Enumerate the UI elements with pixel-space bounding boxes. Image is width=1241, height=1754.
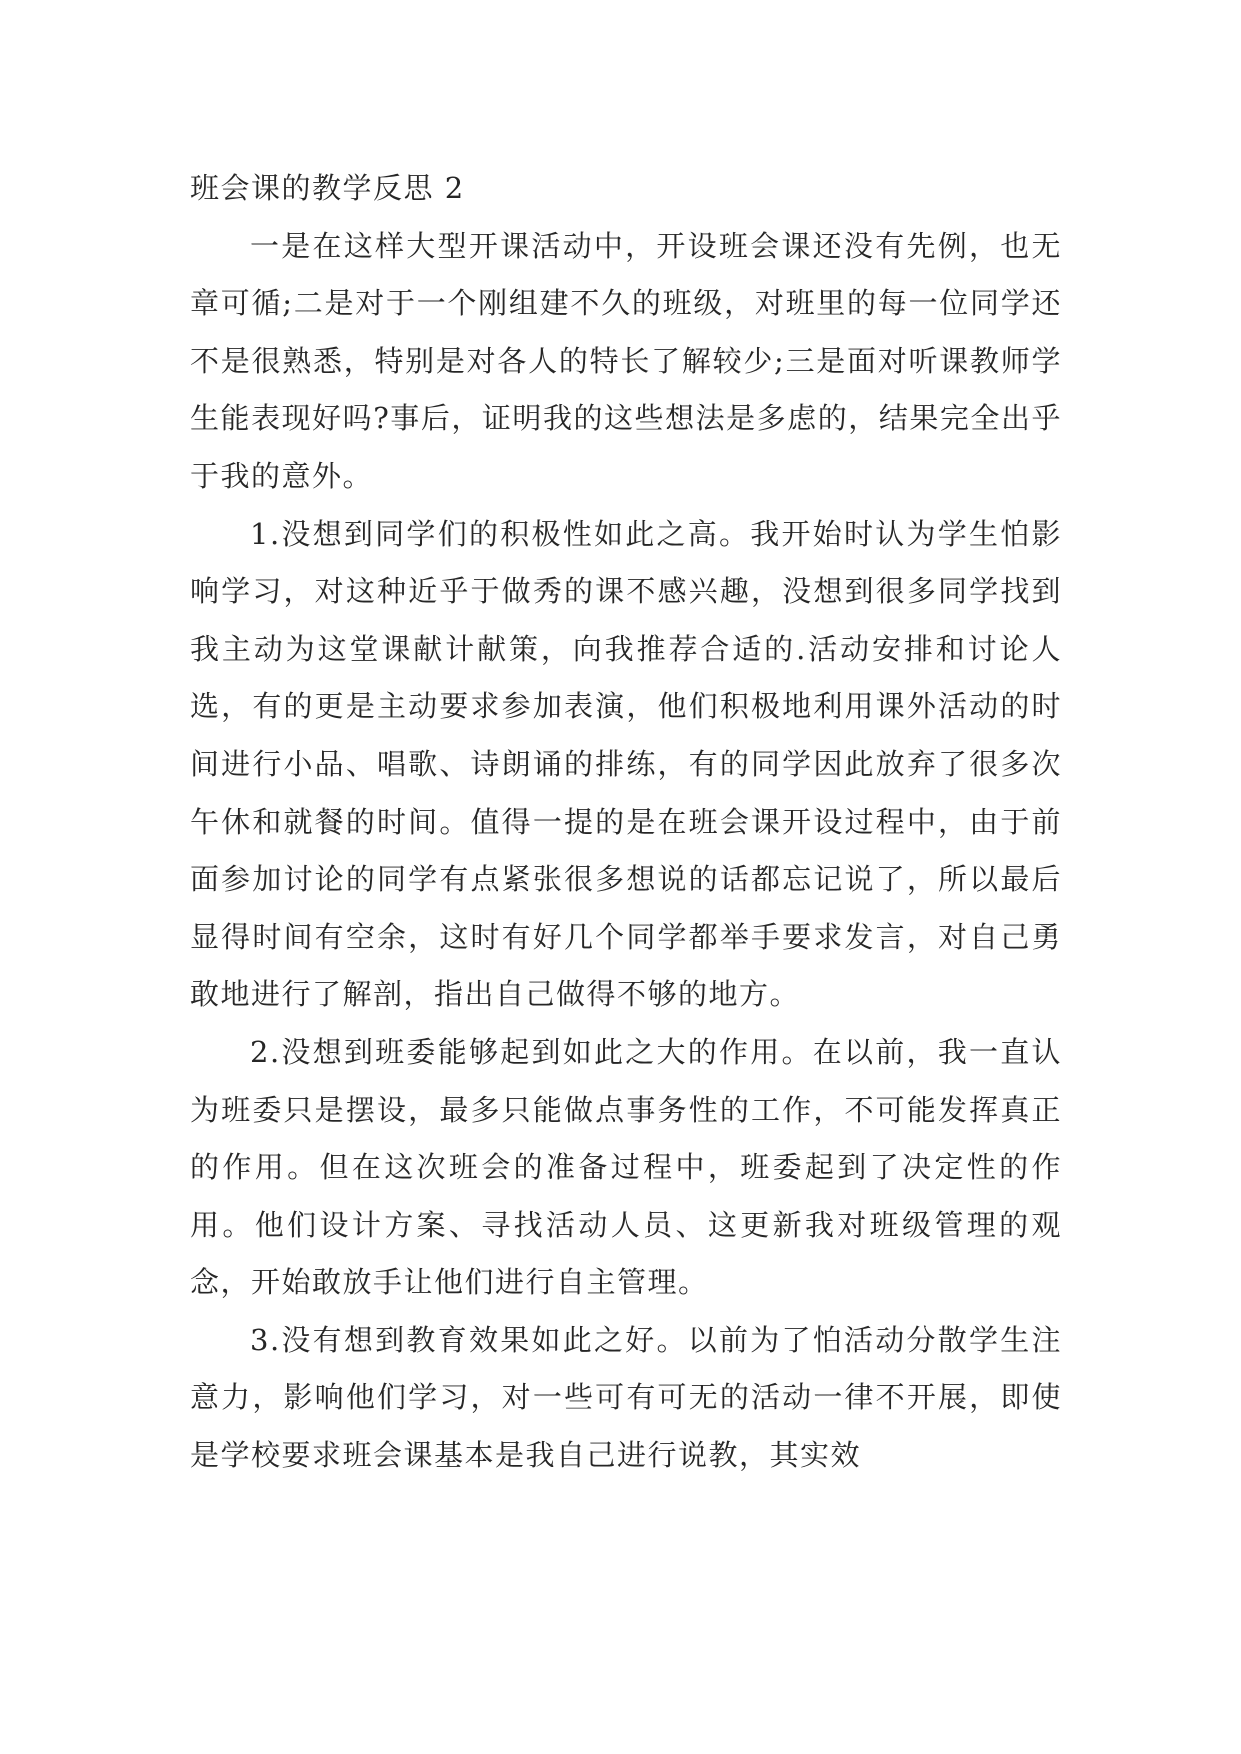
paragraph-point-3: 3.没有想到教育效果如此之好。以前为了怕活动分散学生注意力，影响他们学习，对一些可有可无的活动一律不开展，即使是学校要求班会课基本是我自己进行说教，其实效: [190, 1322, 1062, 1473]
document-title: 班会课的教学反思 2: [190, 171, 465, 205]
paragraph-intro: 一是在这样大型开课活动中，开设班会课还没有先例，也无章可循;二是对于一个刚组建不久的班级，对班里的每一位同学还不是很熟悉，特别是对各人的特长了解较少;三是面对听课教师学生能表现好吗?事后，证明我的这些想法是多虑的，结果完全出乎于我的意外。: [190, 228, 1062, 493]
document-body: [190, 160, 1062, 1485]
paragraph-point-2: 2.没想到班委能够起到如此之大的作用。在以前，我一直认为班委只是摆设，最多只能做点事务性的工作，不可能发挥真正的作用。但在这次班会的准备过程中，班委起到了决定性的作用。他们设计方案、寻找活动人员、这更新我对班级管理的观念，开始敢放手让他们进行自主管理。: [190, 1034, 1062, 1300]
paragraph-point-1: 1.没想到同学们的积极性如此之高。我开始时认为学生怕影响学习，对这种近乎于做秀的课不感兴趣，没想到很多同学找到我主动为这堂课献计献策，向我推荐合适的.活动安排和讨论人选，有的更是主动要求参加表演，他们积极地利用课外活动的时间进行小品、唱歌、诗朗诵的排练，有的同学因此放弃了很多次午休和就餐的时间。值得一提的是在班会课开设过程中，由于前面参加讨论的同学有点紧张很多想说的话都忘记说了，所以最后显得时间有空余，这时有好几个同学都举手要求发言，对自己勇敢地进行了解剖，指出自己做得不够的地方。: [190, 516, 1062, 1012]
